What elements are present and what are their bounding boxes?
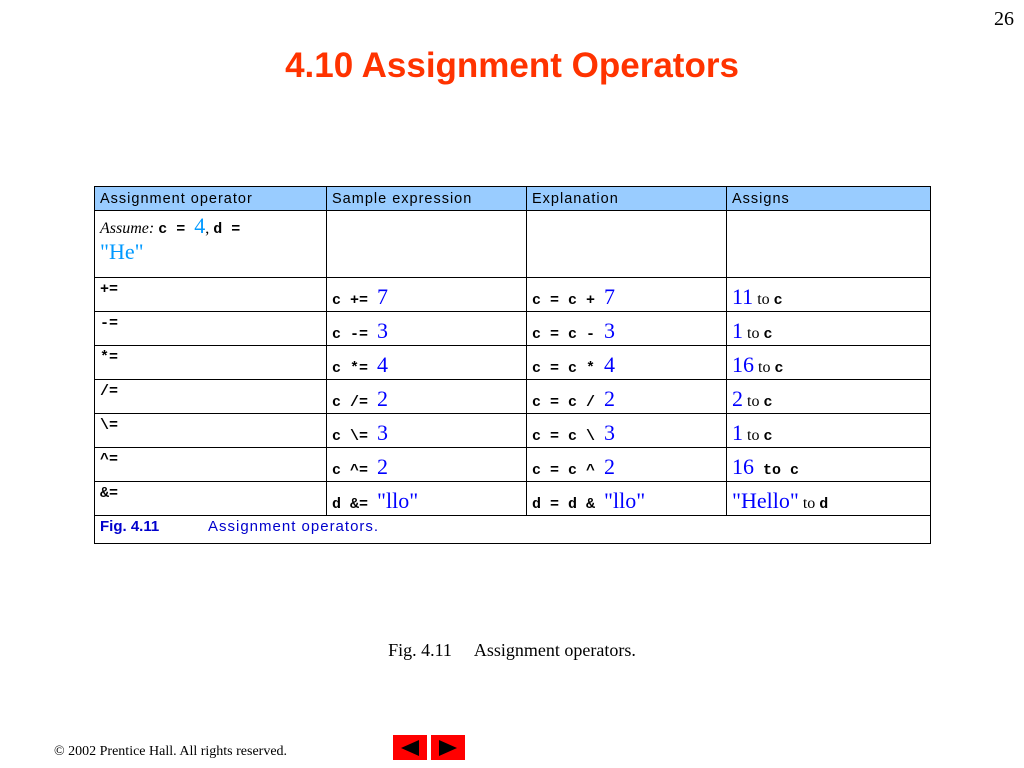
table-caption-text: Assignment operators. (208, 518, 380, 535)
assigns-cell (727, 482, 931, 516)
explanation-code: c = c ^ (532, 462, 605, 479)
sample-expression-value: 3 (377, 318, 389, 343)
assume-row (95, 211, 931, 278)
explanation-value: 7 (604, 284, 616, 309)
table-row (95, 346, 931, 380)
slide-navigation (393, 735, 465, 760)
operator-cell (95, 346, 327, 380)
assigns-value: 16 (732, 454, 754, 479)
explanation-code: c = c + (532, 292, 605, 309)
header-sample-expression: Sample expression (327, 187, 527, 211)
sample-expression-code: d &= (332, 496, 378, 513)
operator: \= (100, 417, 119, 434)
assume-d-value: "He" (100, 239, 144, 264)
explanation-cell (527, 414, 727, 448)
operator: -= (100, 315, 119, 332)
explanation-value: 2 (604, 386, 616, 411)
assigns-value: 2 (732, 386, 743, 411)
sample-expression-code: c *= (332, 360, 378, 377)
assigns-variable: c (773, 292, 783, 309)
sample-expression-value: 7 (377, 284, 389, 309)
header-assigns: Assigns (727, 187, 931, 211)
table-row (95, 312, 931, 346)
explanation-cell (527, 278, 727, 312)
sample-expression-cell (327, 278, 527, 312)
explanation-value: 3 (604, 420, 616, 445)
sample-expression-code: c /= (332, 394, 378, 411)
operator-cell (95, 312, 327, 346)
table-row (95, 448, 931, 482)
table-row (95, 278, 931, 312)
assigns-variable: c (763, 428, 773, 445)
operator-cell (95, 448, 327, 482)
empty-cell (527, 211, 727, 278)
right-triangle-icon (437, 739, 459, 757)
explanation-code: c = c * (532, 360, 605, 377)
assigns-value: 1 (732, 318, 743, 343)
assigns-to: to (753, 291, 774, 308)
table-caption (95, 516, 931, 544)
assigns-to: to (743, 393, 764, 410)
sample-expression-value: "llo" (377, 488, 419, 513)
operator: &= (100, 485, 119, 502)
operator-cell (95, 380, 327, 414)
explanation-code: c = c / (532, 394, 605, 411)
assume-c-value: 4 (194, 213, 206, 238)
assume-label: Assume: (100, 220, 155, 237)
assume-cell (95, 211, 327, 278)
explanation-cell (527, 312, 727, 346)
table-caption-label: Fig. 4.11 (100, 518, 160, 535)
operator-cell (95, 414, 327, 448)
explanation-cell (527, 380, 727, 414)
explanation-code: c = c \ (532, 428, 605, 445)
sample-expression-value: 2 (377, 386, 389, 411)
left-triangle-icon (399, 739, 421, 757)
header-assignment-operator: Assignment operator (95, 187, 327, 211)
sample-expression-value: 3 (377, 420, 389, 445)
figure-caption (0, 640, 1024, 661)
operator-cell (95, 278, 327, 312)
header-explanation: Explanation (527, 187, 727, 211)
sample-expression-code: c ^= (332, 462, 378, 479)
assigns-cell (727, 380, 931, 414)
empty-cell (327, 211, 527, 278)
operator: *= (100, 349, 119, 366)
assigns-value: 1 (732, 420, 743, 445)
assignment-operators-table (94, 186, 931, 544)
operator: += (100, 281, 119, 298)
assigns-variable: c (774, 360, 784, 377)
explanation-cell (527, 448, 727, 482)
assigns-to: to (754, 359, 775, 376)
assigns-cell (727, 414, 931, 448)
assigns-to: to c (754, 462, 800, 479)
explanation-value: 2 (604, 454, 616, 479)
sample-expression-cell (327, 346, 527, 380)
assigns-cell (727, 448, 931, 482)
assume-comma: , (205, 220, 214, 237)
sample-expression-value: 2 (377, 454, 389, 479)
figure-caption-text: Assignment operators. (473, 640, 636, 660)
assume-c-code: c = (158, 221, 195, 238)
explanation-value: "llo" (604, 488, 646, 513)
table-row (95, 414, 931, 448)
sample-expression-cell (327, 448, 527, 482)
explanation-code: c = c - (532, 326, 605, 343)
assigns-to: to (798, 495, 820, 512)
sample-expression-cell (327, 482, 527, 516)
explanation-cell (527, 346, 727, 380)
assigns-variable: c (763, 326, 773, 343)
previous-slide-button[interactable] (393, 735, 427, 760)
figure-caption-label: Fig. 4.11 (388, 640, 452, 660)
sample-expression-code: c -= (332, 326, 378, 343)
operator: /= (100, 383, 119, 400)
operator-cell (95, 482, 327, 516)
slide-title: 4.10 Assignment Operators (285, 46, 739, 85)
table-caption-row (95, 516, 931, 544)
assigns-variable: c (763, 394, 773, 411)
assume-d-code: d = (213, 221, 241, 238)
sample-expression-code: c += (332, 292, 378, 309)
table-header-row (95, 187, 931, 211)
assigns-value: "Hello" (732, 488, 799, 513)
assigns-cell (727, 312, 931, 346)
page-number: 26 (994, 8, 1014, 30)
sample-expression-value: 4 (377, 352, 389, 377)
assigns-cell (727, 278, 931, 312)
assigns-to: to (743, 427, 764, 444)
sample-expression-cell (327, 414, 527, 448)
sample-expression-cell (327, 380, 527, 414)
assigns-variable: d (819, 496, 829, 513)
sample-expression-cell (327, 312, 527, 346)
assigns-value: 16 (732, 352, 754, 377)
next-slide-button[interactable] (431, 735, 465, 760)
assigns-value: 11 (732, 284, 754, 309)
operator: ^= (100, 451, 119, 468)
table-row (95, 482, 931, 516)
table-row (95, 380, 931, 414)
explanation-value: 3 (604, 318, 616, 343)
assigns-cell (727, 346, 931, 380)
explanation-cell (527, 482, 727, 516)
sample-expression-code: c \= (332, 428, 378, 445)
empty-cell (727, 211, 931, 278)
copyright-footer: © 2002 Prentice Hall. All rights reserved. (54, 744, 288, 759)
explanation-value: 4 (604, 352, 616, 377)
assigns-to: to (743, 325, 764, 342)
explanation-code: d = d & (532, 496, 605, 513)
